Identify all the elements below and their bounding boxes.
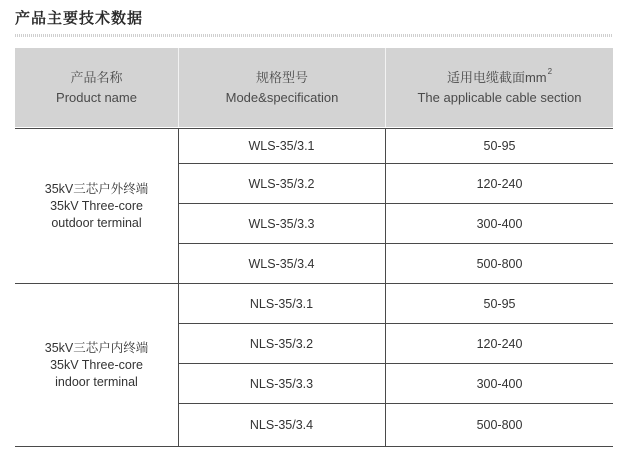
- model-cell: WLS-35/3.1: [248, 139, 315, 153]
- model-cell: NLS-35/3.1: [249, 296, 314, 311]
- model-cell: NLS-35/3.4: [249, 418, 314, 432]
- product-name-en-line1: 35kV Three-core: [50, 198, 143, 213]
- header-product-name-cn: 产品名称: [70, 69, 123, 85]
- model-cell: NLS-35/3.3: [249, 376, 314, 391]
- table-bottom-border: [15, 446, 613, 447]
- section-cell: 500-800: [476, 418, 523, 432]
- product-name-en-line1: 35kV Three-core: [50, 357, 143, 372]
- header-specification-cn: 规格型号: [255, 69, 308, 85]
- title-dotted-divider: [15, 34, 613, 37]
- section-cell: 120-240: [476, 176, 523, 191]
- header-cable-section-superscript: 2: [547, 66, 553, 76]
- model-cell: WLS-35/3.3: [248, 216, 315, 231]
- header-cable-section-en: The applicable cable section: [417, 89, 582, 105]
- table-header: [15, 48, 613, 127]
- product-name-en-line2: indoor terminal: [55, 374, 138, 389]
- header-cable-section-cn: 适用电缆截面mm: [446, 69, 547, 85]
- model-cell: NLS-35/3.2: [249, 336, 314, 351]
- product-name-outdoor-terminal: [15, 129, 178, 283]
- product-name-cn: 35kV三芯户内终端: [44, 340, 149, 355]
- header-cable-section-cn-line: [447, 68, 552, 88]
- model-cell: WLS-35/3.2: [248, 176, 315, 191]
- header-cable-section: [385, 48, 613, 127]
- section-cell: 120-240: [476, 336, 523, 351]
- section-title: 产品主要技术数据: [15, 10, 144, 27]
- section-cell: 300-400: [476, 216, 523, 231]
- section-cell: 300-400: [476, 376, 523, 391]
- header-product-name-en: Product name: [56, 89, 137, 105]
- section-cell: 500-800: [476, 256, 523, 271]
- section-cell: 50-95: [483, 296, 516, 311]
- header-specification-en: Mode&specification: [225, 89, 339, 105]
- section-cell: 50-95: [483, 139, 516, 153]
- model-cell: WLS-35/3.4: [248, 256, 315, 271]
- header-specification: [178, 48, 385, 127]
- product-name-indoor-terminal: [15, 284, 178, 446]
- product-name-en-line2: outdoor terminal: [51, 215, 142, 230]
- header-product-name: [15, 48, 178, 127]
- product-name-cn: 35kV三芯户外终端: [44, 181, 149, 196]
